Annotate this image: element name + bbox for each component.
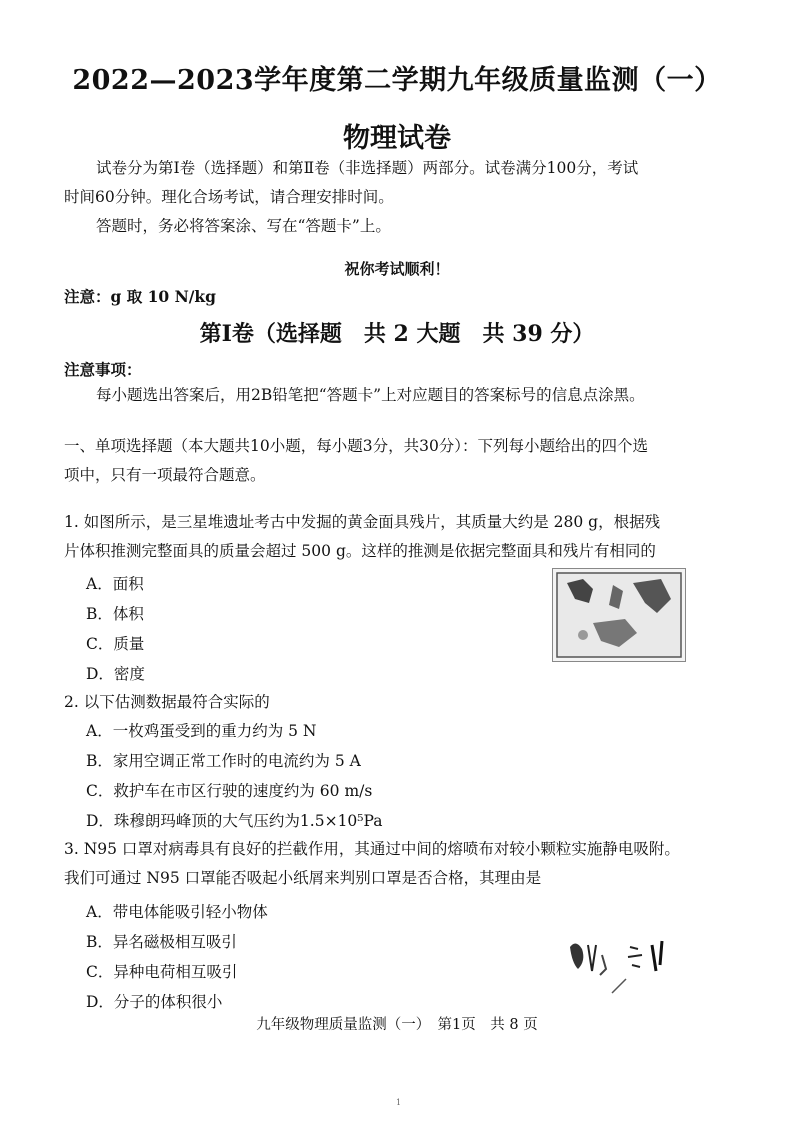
section1-line: 项中，只有一项最符合题意。 xyxy=(64,466,266,484)
question-3-option: A．带电体能吸引轻小物体 xyxy=(86,903,268,921)
question-2-option: C．救护车在市区行驶的速度约为 60 m/s xyxy=(86,782,373,800)
question-1-line: 片体积推测完整面具的质量会超过 500 g。这样的推测是依据完整面具和残片有相同的 xyxy=(64,542,656,560)
mask-paper-icon xyxy=(562,935,682,1000)
question-3-option: D．分子的体积很小 xyxy=(86,993,223,1011)
exam-subtitle: 物理试卷 xyxy=(343,123,451,154)
exam-title: 2022—2023学年度第二学期九年级质量监测（一） xyxy=(72,65,722,96)
good-luck-text: 祝你考试顺利！ xyxy=(344,260,450,278)
mask-paper-figure xyxy=(562,935,682,1000)
page-footer: 九年级物理质量监测（一） 第1页 共 8 页 xyxy=(256,1017,538,1033)
page-mark: 1 xyxy=(396,1098,402,1107)
part1-title: 第Ⅰ卷（选择题 共 2 大题 共 39 分） xyxy=(199,321,595,347)
question-2-stem xyxy=(64,688,704,717)
question-1-option: D．密度 xyxy=(86,665,145,683)
question-2-option: D．珠穆朗玛峰顶的大气压约为1.5×10⁵Pa xyxy=(86,812,383,830)
section1-line: 一、单项选择题（本大题共10小题，每小题3分，共30分）：下列每小题给出的四个选 xyxy=(64,437,649,455)
attention-body: 每小题选出答案后，用2B铅笔把“答题卡”上对应题目的答案标号的信息点涂黑。 xyxy=(96,386,645,404)
gold-mask-figure xyxy=(552,568,686,662)
question-1-stem xyxy=(64,508,704,566)
question-3-option: B．异名磁极相互吸引 xyxy=(86,933,237,951)
question-3-stem xyxy=(64,835,724,893)
section1-heading xyxy=(64,432,724,490)
intro-line: 试卷分为第Ⅰ卷（选择题）和第Ⅱ卷（非选择题）两部分。试卷满分100分，考试 xyxy=(96,159,639,177)
intro-line: 时间60分钟。理化合场考试，请合理安排时间。 xyxy=(64,188,394,206)
question-3-line: 3. N95 口罩对病毒具有良好的拦截作用，其通过中间的熔喷布对较小颗粒实施静电吸附。 xyxy=(64,840,680,858)
question-1-option: A．面积 xyxy=(86,575,144,593)
question-1-line: 1. 如图所示，是三星堆遗址考古中发掘的黄金面具残片，其质量大约是 280 g，根据残 xyxy=(64,513,661,531)
gravity-note: 注意：g 取 10 N/kg xyxy=(64,287,217,306)
question-3-option: C．异种电荷相互吸引 xyxy=(86,963,238,981)
question-2-line: 2. 以下估测数据最符合实际的 xyxy=(64,693,270,711)
question-2-option: B．家用空调正常工作时的电流约为 5 A xyxy=(86,752,361,770)
gold-mask-icon xyxy=(553,569,685,661)
question-1-option: B．体积 xyxy=(86,605,144,623)
attention-heading: 注意事项： xyxy=(64,360,142,379)
intro-line: 答题时，务必将答案涂、写在“答题卡”上。 xyxy=(96,217,391,235)
intro-block xyxy=(64,154,714,241)
question-1-option: C．质量 xyxy=(86,635,145,653)
question-2-option: A．一枚鸡蛋受到的重力约为 5 N xyxy=(86,722,317,740)
question-3-line: 我们可通过 N95 口罩能否吸起小纸屑来判别口罩是否合格，其理由是 xyxy=(64,869,542,887)
